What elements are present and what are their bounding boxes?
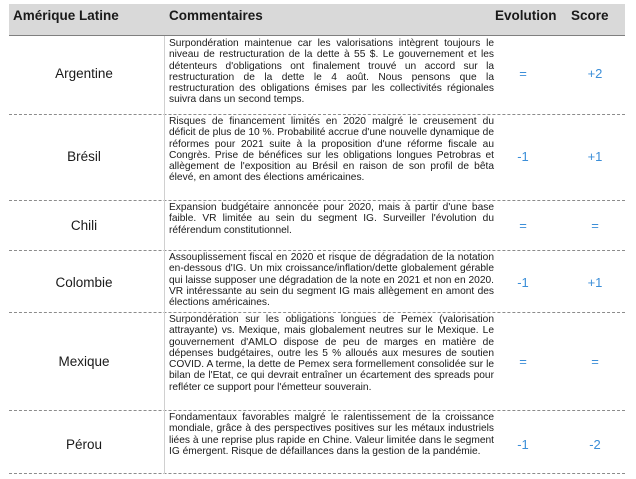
header-country: Amérique Latine bbox=[13, 8, 119, 23]
comment-text: Fondamentaux favorables malgré le ralentissement de la croissance mondiale, grâce à des perspectives positives sur les métaux industriels liées à une reprise plus rapide en Chine. Valeur limitée dans le segment IG émergent. Risque de défaillances dans la gestion de la pandémie. bbox=[169, 412, 494, 457]
column-divider bbox=[164, 36, 165, 474]
header-comments: Commentaires bbox=[169, 8, 263, 23]
score-value: +2 bbox=[587, 66, 603, 81]
header-evolution: Evolution bbox=[495, 8, 557, 23]
comment-text: Risques de financement limités en 2020 malgré le creusement du déficit de plus de 10 %. Probabilité accrue d'une nouvelle dynamique de réformes pour 2021 suite à la proposition d'une réforme fiscale au Congrès. Prise de bénéfices sur les obligations longues Petrobras et allègement de l'exposition au Brésil en raison de son profil de bêta élevé, en amont des élections américaines. bbox=[169, 116, 494, 184]
table-row bbox=[9, 313, 625, 411]
evolution-value: -1 bbox=[517, 149, 529, 164]
comment-text: Surpondération sur les obligations longues de Pemex (valorisation attrayante) vs. Mexique, mais globalement neutres sur le Mexique. Le gouvernement d'AMLO dispose de peu de marges en matière de dépenses budgétaires, outre les 5 % alloués aux mesures de soutien COVID. A terme, la dette de Pemex sera formellement consolidée sur le bilan de l'Etat, ce qui devrait entraîner un écartement des spreads pour refléter ce support pour l'émetteur souverain. bbox=[169, 314, 494, 393]
table-row bbox=[9, 115, 625, 201]
score-value: = bbox=[591, 354, 599, 369]
country-name: Pérou bbox=[65, 437, 103, 452]
evolution-value: -1 bbox=[517, 437, 529, 452]
score-value: +1 bbox=[587, 149, 603, 164]
country-name: Chili bbox=[70, 218, 98, 233]
score-value: -2 bbox=[589, 437, 601, 452]
evolution-value: = bbox=[519, 354, 527, 369]
country-name: Argentine bbox=[55, 66, 113, 81]
evolution-value: -1 bbox=[517, 275, 529, 290]
country-name: Brésil bbox=[67, 149, 101, 164]
evolution-value: = bbox=[519, 66, 527, 81]
score-value: +1 bbox=[587, 275, 603, 290]
score-value: = bbox=[591, 218, 599, 233]
table-row bbox=[9, 201, 625, 251]
comment-text: Expansion budgétaire annoncée pour 2020, mais à partir d'une base faible. VR limitée au sein du segment IG. Surveiller l'évolution du référendum constitutionnel. bbox=[169, 202, 494, 236]
header-score: Score bbox=[571, 8, 609, 23]
table-header bbox=[9, 4, 625, 36]
table-row bbox=[9, 36, 625, 115]
country-name: Colombie bbox=[55, 275, 113, 290]
comment-text: Surpondération maintenue car les valorisations intègrent toujours le niveau de restructuration de la dette à 55 $. Le gouvernement et les détenteurs d'obligations ont finalement trouvé un accord sur la restructuration de la dette le 4 août. Nous pensons que la restructuration des obligations émises par les collectivités régionales suivra dans un second temps. bbox=[169, 38, 494, 106]
country-name: Mexique bbox=[58, 354, 110, 369]
comment-text: Assouplissement fiscal en 2020 et risque de dégradation de la notation en-dessous d'IG. Un mix croissance/inflation/dette globalement gérable qui laisse supposer une dégradation de la note en 2021 et non en 2020. VR intéressante au sein du segment IG mais allègement en amont des élections américaines. bbox=[169, 252, 494, 309]
table-row bbox=[9, 411, 625, 474]
table-row bbox=[9, 251, 625, 313]
evolution-value: = bbox=[519, 218, 527, 233]
